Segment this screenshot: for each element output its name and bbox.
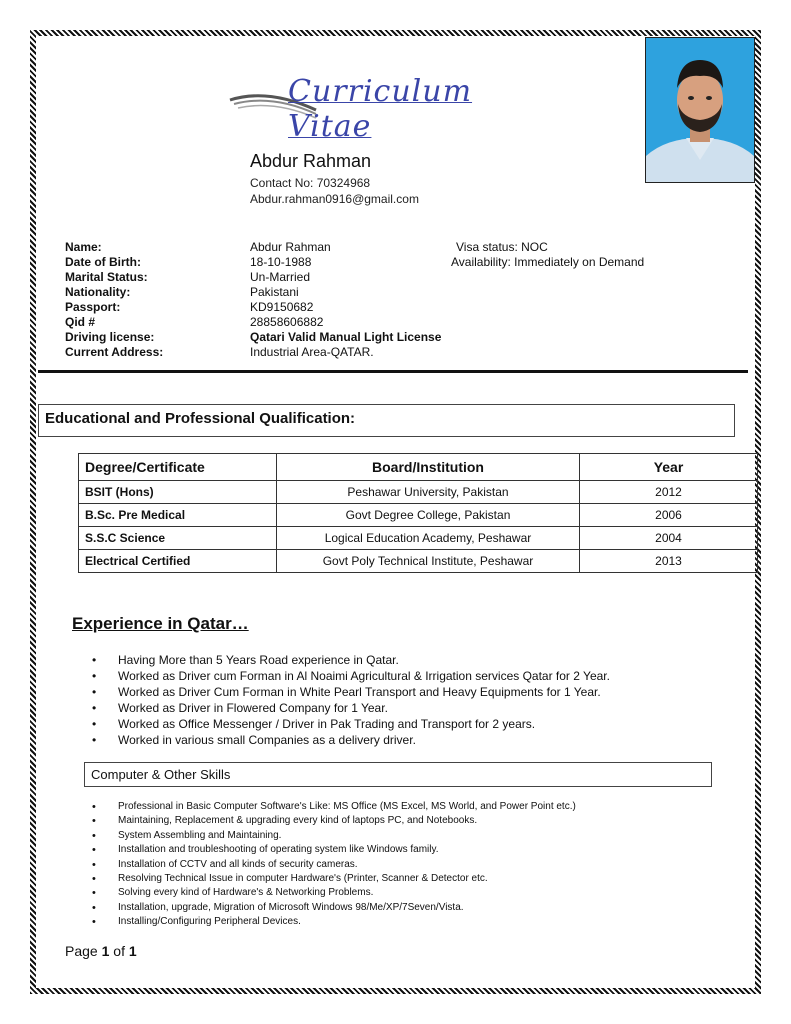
skills-list — [92, 800, 576, 930]
education-heading-box — [38, 404, 735, 437]
column-header: Degree/Certificate — [79, 454, 277, 481]
table-row — [79, 527, 758, 550]
list-item: • Worked as Driver in Flowered Company for 1 Year. — [92, 700, 610, 716]
column-header: Year — [580, 454, 758, 481]
email-address: Abdur.rahman0916@gmail.com — [250, 192, 419, 206]
education-table — [78, 453, 758, 573]
label-driving-license: Driving license: — [65, 330, 155, 344]
skills-heading: Computer & Other Skills — [91, 767, 231, 782]
page-number — [65, 943, 137, 959]
list-item: • Maintaining, Replacement & upgrading every kind of laptops PC, and Notebooks. — [92, 814, 576, 828]
table-cell: Logical Education Academy, Peshawar — [277, 527, 580, 550]
current-page: 1 — [101, 943, 110, 959]
list-item: • Installation of CCTV and all kinds of security cameras. — [92, 858, 576, 872]
table-cell: B.Sc. Pre Medical — [79, 504, 277, 527]
table-cell: Govt Poly Technical Institute, Peshawar — [277, 550, 580, 573]
table-cell: Peshawar University, Pakistan — [277, 481, 580, 504]
table-cell: 2006 — [580, 504, 758, 527]
visa-status-text: Visa status: NOC — [456, 240, 548, 254]
list-item: • Solving every kind of Hardware's & Networking Problems. — [92, 886, 576, 900]
list-item: • Installation and troubleshooting of operating system like Windows family. — [92, 843, 576, 857]
label-marital: Marital Status: — [65, 270, 148, 284]
list-item: • Installation, upgrade, Migration of Microsoft Windows 98/Me/XP/7Seven/Vista. — [92, 901, 576, 915]
skills-heading-box — [84, 762, 712, 787]
label-dob: Date of Birth: — [65, 255, 141, 269]
cv-title — [228, 72, 538, 144]
label-nationality: Nationality: — [65, 285, 131, 299]
list-item: • Resolving Technical Issue in computer Hardware's (Printer, Scanner & Detector etc. — [92, 872, 576, 886]
value-qid: 28858606882 — [250, 315, 324, 329]
list-item: • Worked as Office Messenger / Driver in Pak Trading and Transport for 2 years. — [92, 716, 610, 732]
value-marital: Un-Married — [250, 270, 311, 284]
list-item: • Worked as Driver Cum Forman in White Pearl Transport and Heavy Equipments for 1 Year. — [92, 684, 610, 700]
table-cell: BSIT (Hons) — [79, 481, 277, 504]
label-address: Current Address: — [65, 345, 164, 359]
value-name: Abdur Rahman — [250, 240, 331, 254]
value-address: Industrial Area-QATAR. — [250, 345, 374, 359]
availability-text: Availability: Immediately on Demand — [451, 255, 645, 269]
list-item: • Professional in Basic Computer Software's Like: MS Office (MS Excel, MS World, and Power Point etc.) — [92, 800, 576, 814]
page-of: of — [109, 943, 129, 959]
table-row — [79, 481, 758, 504]
label-name: Name: — [65, 240, 102, 254]
experience-list — [92, 652, 610, 748]
list-item: • Installing/Configuring Peripheral Devices. — [92, 915, 576, 929]
table-cell: 2013 — [580, 550, 758, 573]
section-divider — [38, 370, 748, 373]
experience-heading: Experience in Qatar… — [72, 614, 249, 633]
table-cell: S.S.C Science — [79, 527, 277, 550]
list-item: • Having More than 5 Years Road experience in Qatar. — [92, 652, 610, 668]
value-driving-license: Qatari Valid Manual Light License — [250, 330, 442, 344]
profile-photo — [645, 37, 755, 183]
table-cell: 2004 — [580, 527, 758, 550]
contact-number: Contact No: 70324968 — [250, 176, 371, 190]
education-heading: Educational and Professional Qualification: — [45, 410, 356, 427]
table-cell: 2012 — [580, 481, 758, 504]
cv-title-text: Curriculum Vitae — [288, 74, 473, 144]
list-item: • Worked as Driver cum Forman in Al Noaimi Agricultural & Irrigation services Qatar for 2 Year. — [92, 668, 610, 684]
table-row — [79, 550, 758, 573]
value-nationality: Pakistani — [250, 285, 299, 299]
person-name: Abdur Rahman — [250, 151, 372, 171]
table-cell: Govt Degree College, Pakistan — [277, 504, 580, 527]
label-qid: Qid # — [65, 315, 96, 329]
table-row — [79, 504, 758, 527]
total-pages: 1 — [128, 943, 137, 959]
table-header-row — [79, 454, 758, 481]
value-passport: KD9150682 — [250, 300, 314, 314]
value-dob: 18-10-1988 — [250, 255, 312, 269]
list-item: • System Assembling and Maintaining. — [92, 829, 576, 843]
table-cell: Electrical Certified — [79, 550, 277, 573]
page-prefix: Page — [65, 943, 102, 959]
label-passport: Passport: — [65, 300, 121, 314]
list-item: • Worked in various small Companies as a delivery driver. — [92, 732, 610, 748]
column-header: Board/Institution — [277, 454, 580, 481]
